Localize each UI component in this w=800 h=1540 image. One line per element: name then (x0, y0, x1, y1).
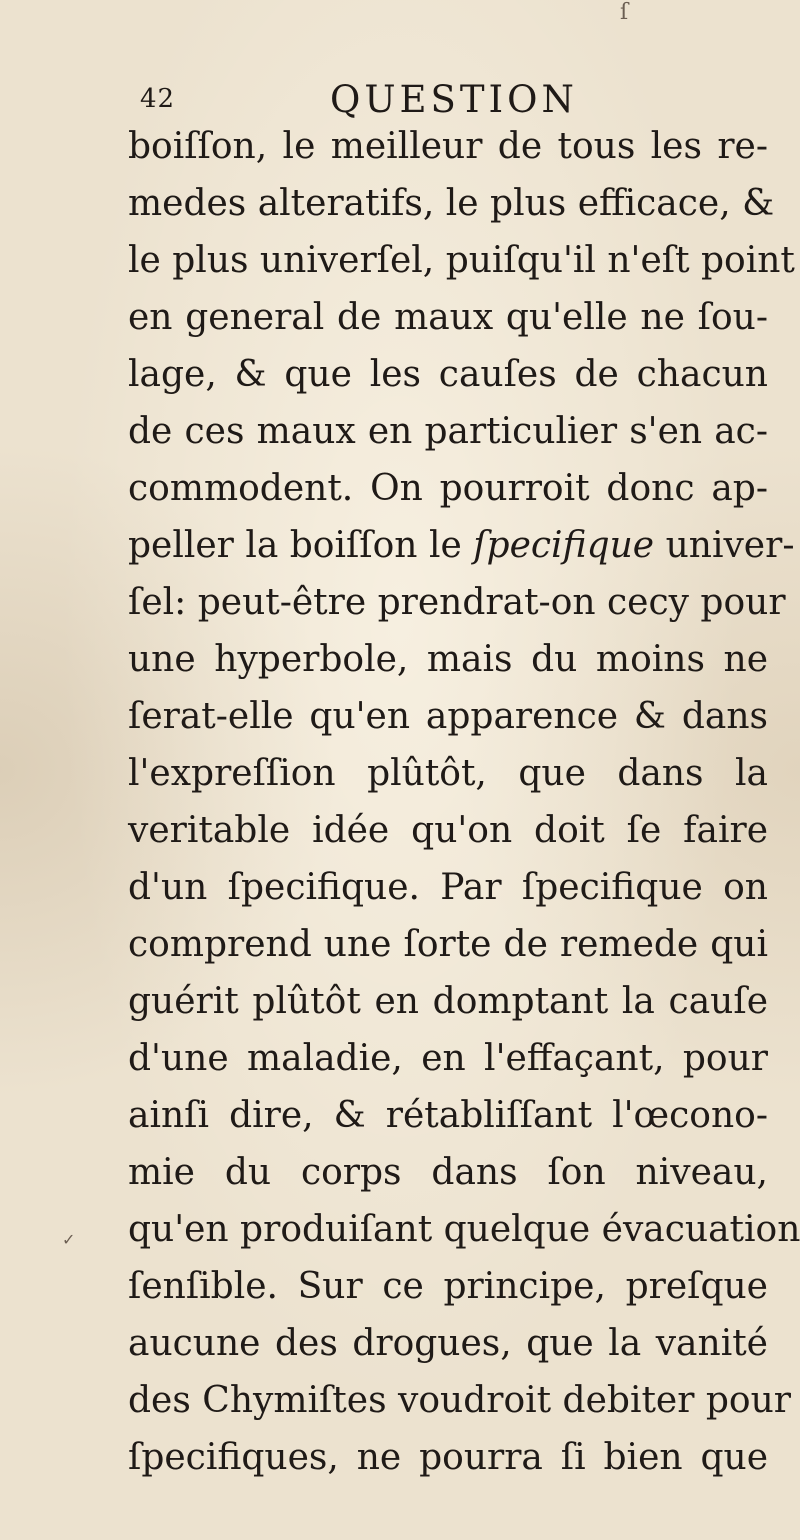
text-line: une hyperbole, mais du moins ne (128, 639, 768, 680)
text-line: l'expreſſion plûtôt, que dans la (128, 753, 768, 794)
text-line: mie du corps dans ſon niveau, (128, 1152, 768, 1193)
text-line: ſerat-elle qu'en apparence & dans (128, 696, 768, 737)
text-line: lage, & que les cauſes de chacun (128, 354, 768, 395)
text-line: en general de maux qu'elle ne ſou- (128, 297, 768, 338)
italic-term: ſpecifique (473, 525, 655, 566)
text-line: guérit plûtôt en domptant la cauſe (128, 981, 768, 1022)
text-line: qu'en produiſant quelque évacuation (128, 1209, 800, 1250)
text-line: ainſi dire, & rétabliſſant l'œcono- (128, 1095, 768, 1136)
ink-mark: ſ (620, 0, 629, 25)
text-line: aucune des drogues, que la vanité (128, 1323, 768, 1364)
margin-mark: ✓ (62, 1230, 76, 1249)
page-header (140, 78, 760, 122)
text-line: de ces maux en particulier s'en ac- (128, 411, 768, 452)
text-line: d'un ſpecifique. Par ſpecifique on (128, 867, 768, 908)
text-segment: univer- (665, 525, 795, 566)
text-line: d'une maladie, en l'effaçant, pour (128, 1038, 768, 1079)
text-line-mixed (128, 517, 795, 574)
text-line: medes alteratifs, le plus efficace, & (128, 183, 775, 224)
text-line: boiſſon, le meilleur de tous les re- (128, 126, 768, 167)
page-number: 42 (140, 84, 176, 114)
text-line: ſenſible. Sur ce principe, preſque (128, 1266, 768, 1307)
text-segment: peller la boiſſon le (128, 525, 462, 566)
running-title: QUESTION (330, 78, 578, 121)
text-line: ſel: peut-être prendrat-on cecy pour (128, 582, 786, 623)
text-line: des Chymiſtes voudroit debiter pour (128, 1380, 791, 1421)
text-line: veritable idée qu'on doit ſe faire (128, 810, 768, 851)
text-line: ſpecifiques, ne pourra ſi bien que (128, 1437, 768, 1478)
text-line: comprend une ſorte de remede qui (128, 924, 768, 965)
text-line: commodent. On pourroit donc ap- (128, 468, 768, 509)
text-line: le plus univerſel, puiſqu'il n'eſt point (128, 240, 795, 281)
body-text (128, 118, 800, 1486)
